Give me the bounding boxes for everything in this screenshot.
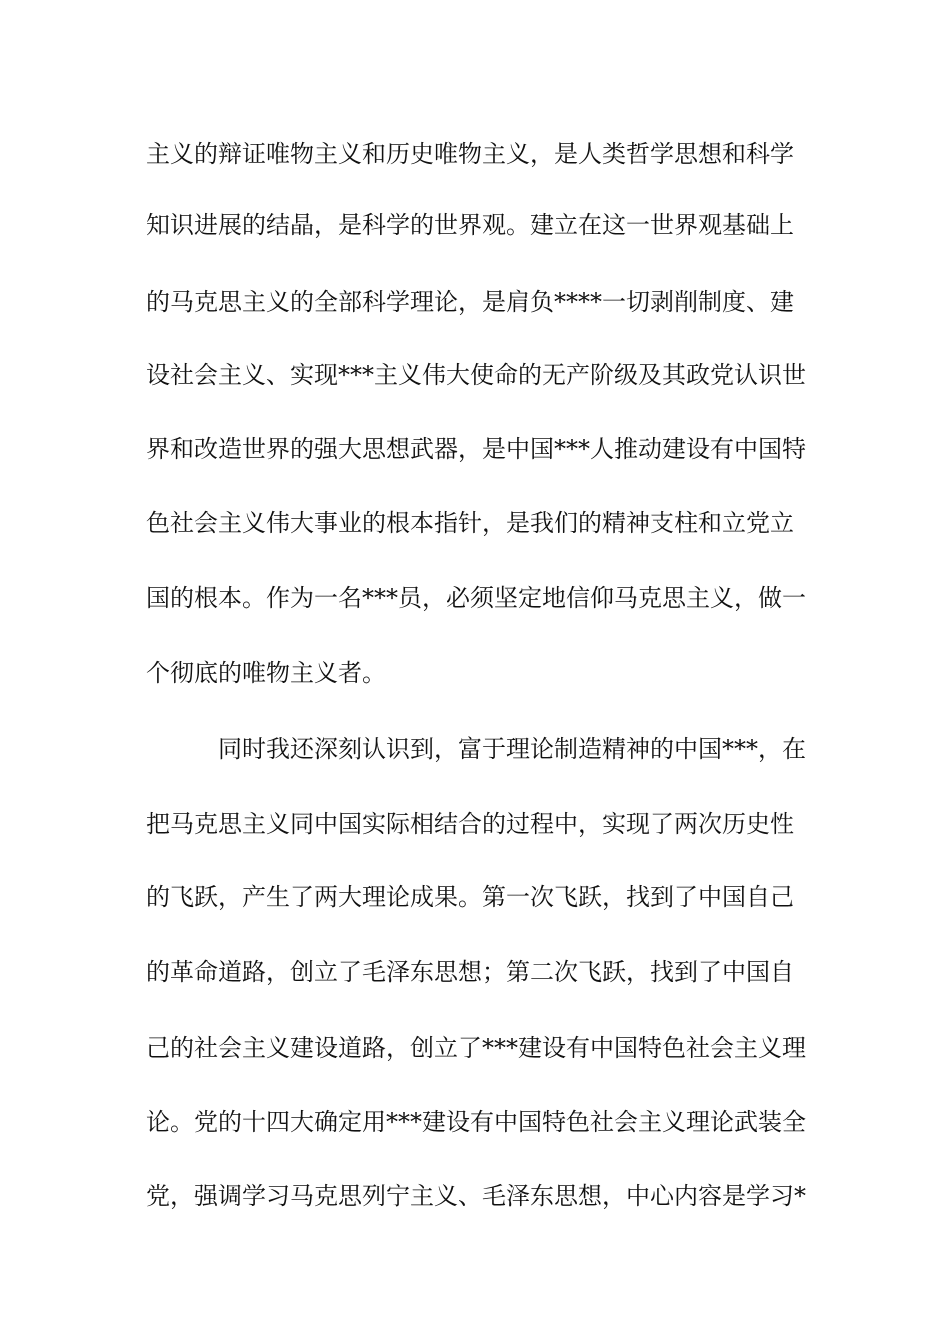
text-line: 知识进展的结晶，是科学的世界观。建立在这一世界观基础上 — [146, 211, 794, 239]
text-line: 主义的辩证唯物主义和历史唯物主义，是人类哲学思想和科学 — [146, 140, 794, 168]
text-line: 党，强调学习马克思列宁主义、毛泽东思想，中心内容是学习* — [146, 1182, 806, 1210]
text-line: 论。党的十四大确定用***建设有中国特色社会主义理论武装全 — [146, 1108, 806, 1136]
paragraph-first-line: 同时我还深刻认识到，富于理论制造精神的中国***，在 — [218, 735, 806, 763]
text-line: 的飞跃，产生了两大理论成果。第一次飞跃，找到了中国自己 — [146, 883, 794, 911]
text-line: 国的根本。作为一名***员，必须坚定地信仰马克思主义，做一 — [146, 584, 806, 612]
text-line: 界和改造世界的强大思想武器，是中国***人推动建设有中国特 — [146, 435, 806, 463]
text-line: 的马克思主义的全部科学理论，是肩负****一切剥削制度、建 — [146, 288, 794, 316]
text-line: 设社会主义、实现***主义伟大使命的无产阶级及其政党认识世 — [146, 361, 806, 389]
text-line: 的革命道路，创立了毛泽东思想；第二次飞跃，找到了中国自 — [146, 958, 794, 986]
text-line: 个彻底的唯物主义者。 — [146, 659, 386, 687]
text-line: 把马克思主义同中国实际相结合的过程中，实现了两次历史性 — [146, 810, 794, 838]
text-line: 色社会主义伟大事业的根本指针，是我们的精神支柱和立党立 — [146, 509, 794, 537]
text-line: 己的社会主义建设道路，创立了***建设有中国特色社会主义理 — [146, 1034, 806, 1062]
